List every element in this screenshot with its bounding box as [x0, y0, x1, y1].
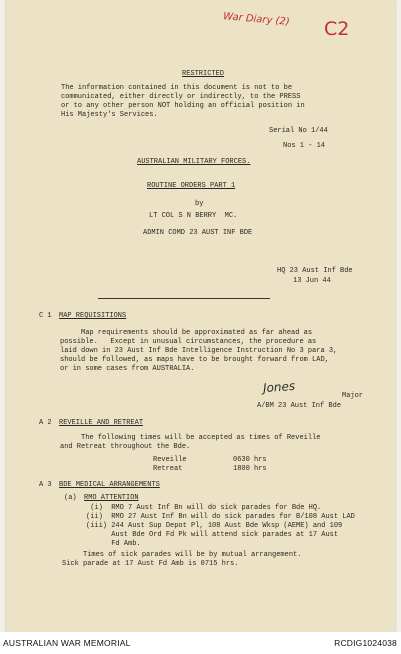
section-divider [98, 298, 270, 299]
section-number: A 3 [39, 481, 52, 489]
notice-line: communicated, either directly or indirectly, to the PRESS [61, 93, 301, 101]
by-line: by [195, 200, 204, 208]
section-heading: BDE MEDICAL ARRANGEMENTS [59, 481, 160, 489]
serial-number: Serial No 1/44 [269, 127, 328, 135]
time-value: 1800 hrs [233, 465, 267, 473]
paragraph-line: Map requirements should be approximated as far ahead as [60, 329, 313, 337]
list-item: Aust Bde Ord Fd Pk will attend sick parades at 17 Aust [86, 531, 339, 539]
section-heading: MAP REQUISITIONS [59, 312, 127, 320]
force-heading: AUSTRALIAN MILITARY FORCES. [137, 158, 251, 166]
order-numbers: Nos 1 - 14 [283, 142, 326, 150]
classification-heading: RESTRICTED [182, 70, 225, 78]
time-value: 0630 hrs [233, 456, 267, 464]
notice-line: The information contained in this document is not to be [61, 84, 293, 92]
paragraph-line: possible. Except in unusual circumstances, the procedure as [60, 338, 317, 346]
document-page [6, 0, 395, 632]
subsection-heading: RMO ATTENTION [84, 494, 139, 502]
time-label: Reveille [153, 456, 187, 464]
document-title: ROUTINE ORDERS PART 1 [147, 182, 236, 190]
archive-name: AUSTRALIAN WAR MEMORIAL [3, 638, 131, 648]
handwritten-note: War Diary (2) [222, 11, 291, 28]
time-label: Retreat [153, 465, 183, 473]
paragraph-line: and Retreat throughout the Bde. [60, 443, 191, 451]
paragraph-line: Times of sick parades will be by mutual arrangement. [62, 551, 302, 559]
list-item: (iii) 244 Aust Sup Depot Pl, 108 Aust Bde Wksp (AEME) and 109 [86, 522, 343, 530]
paragraph-line: should be followed, as maps have to be brought forward from LAD, [60, 356, 329, 364]
document-date: 13 Jun 44 [293, 277, 331, 285]
archive-reference: RCDIG1024038 [334, 638, 397, 648]
list-item: (i) RMO 7 Aust Inf Bn will do sick parades for Bde HQ. [86, 504, 322, 512]
notice-line: His Majesty's Services. [61, 111, 158, 119]
notice-line: or to any other person NOT holding an official position in [61, 102, 305, 110]
paragraph-line: laid down in 23 Aust Inf Bde Intelligence Instruction No 3 para 3, [60, 347, 338, 355]
handwritten-code: C2 [324, 18, 350, 40]
section-heading: REVEILLE AND RETREAT [59, 419, 144, 427]
paragraph-line: Sick parade at 17 Aust Fd Amb is 0715 hrs. [62, 560, 239, 568]
section-number: C 1 [39, 312, 52, 320]
officer-name: LT COL S N BERRY MC. [149, 212, 238, 220]
signature: Jones [262, 378, 296, 396]
subsection-marker: (a) [64, 494, 77, 502]
signatory-role: A/BM 23 Aust Inf Bde [257, 402, 342, 410]
list-item: (ii) RMO 27 Aust Inf Bn will do sick parades for B/108 Aust LAD [86, 513, 355, 521]
headquarters: HQ 23 Aust Inf Bde [277, 267, 353, 275]
list-item: Fd Amb. [86, 540, 141, 548]
paragraph-line: The following times will be accepted as times of Reveille [60, 434, 321, 442]
archive-footer [0, 632, 401, 654]
paragraph-line: or in some cases from AUSTRALIA. [60, 365, 195, 373]
signatory-rank: Major [342, 392, 364, 400]
section-number: A 2 [39, 419, 52, 427]
officer-appointment: ADMIN COMD 23 AUST INF BDE [143, 229, 253, 237]
